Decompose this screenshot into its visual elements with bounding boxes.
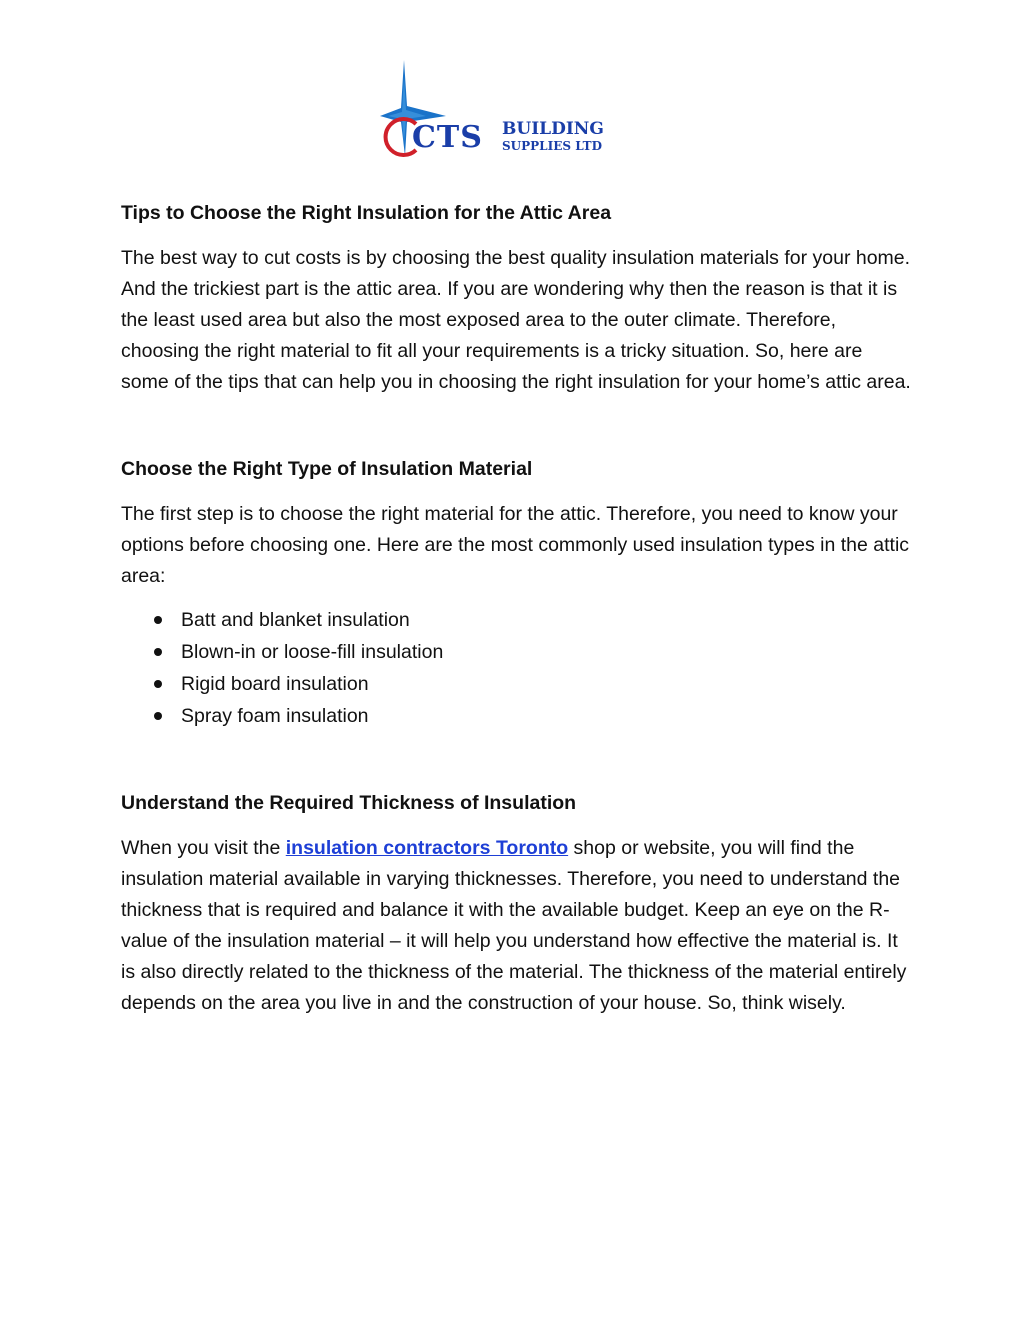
bullet-icon [154, 616, 162, 624]
logo-primary-text: CTS [412, 120, 483, 155]
cts-building-supplies-logo [376, 58, 632, 158]
bullet-icon [154, 712, 162, 720]
bullet-icon [154, 648, 162, 656]
section3-body: When you visit the insulation contractors Toronto shop or website, you will find the insulation material available in varying thicknesses. Therefore, you need to understand the thickness that is required and balance it with the available budget. Keep an eye on the R-value of the insulation material – it will help you understand how effective the material is. It is also directly related to the thickness of the material. The thickness of the material entirely depends on the area you live in and the construction of your house. So, think wisely. [121, 837, 907, 1014]
insulation-types-list [121, 604, 911, 732]
section1-body: The best way to cut costs is by choosing the best quality insulation materials for your home. And the trickiest part is the attic area. If you are wondering why then the reason is that it is the least used area but also the most exposed area to the outer climate. Therefore, choosing the right material to fit all your requirements is a tricky situation. So, here are some of the tips that can help you in choosing the right insulation for your home’s attic area. [121, 247, 911, 393]
section1-heading: Tips to Choose the Right Insulation for the Attic Area [121, 202, 612, 224]
logo-line2: SUPPLIES LTD [502, 139, 603, 153]
section3-heading: Understand the Required Thickness of Insulation [121, 792, 577, 814]
insulation-contractors-link[interactable]: insulation contractors Toronto [285, 837, 569, 859]
logo-line1: BUILDING [502, 119, 604, 139]
section2-body: The first step is to choose the right material for the attic. Therefore, you need to know your options before choosing one. Here are the most commonly used insulation types in the attic area: [121, 503, 910, 587]
section2-heading: Choose the Right Type of Insulation Material [121, 458, 533, 480]
list-item: Spray foam insulation [121, 700, 911, 732]
list-item: Blown-in or loose-fill insulation [121, 636, 911, 668]
list-item: Batt and blanket insulation [121, 604, 911, 636]
document-content [121, 198, 911, 1019]
list-item: Rigid board insulation [121, 668, 911, 700]
bullet-icon [154, 680, 162, 688]
